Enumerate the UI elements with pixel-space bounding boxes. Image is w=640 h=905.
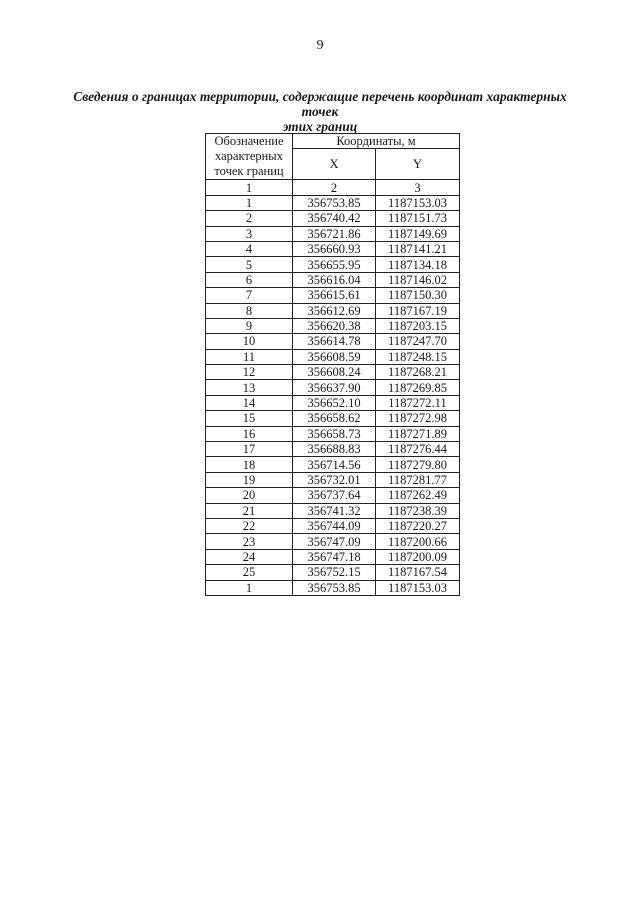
table-row bbox=[206, 580, 460, 595]
column-number-3: 3 bbox=[376, 180, 460, 195]
x-coordinate-cell: 356732.01 bbox=[293, 472, 376, 487]
y-coordinate-cell: 1187203.15 bbox=[376, 318, 460, 333]
x-coordinate-cell: 356660.93 bbox=[293, 241, 376, 256]
x-coordinate-cell: 356637.90 bbox=[293, 380, 376, 395]
header-point-line-2: характерных bbox=[215, 149, 283, 163]
table-row bbox=[206, 518, 460, 533]
table-row bbox=[206, 211, 460, 226]
y-coordinate-cell: 1187167.19 bbox=[376, 303, 460, 318]
table-row bbox=[206, 380, 460, 395]
x-coordinate-cell: 356737.64 bbox=[293, 488, 376, 503]
point-number-cell: 24 bbox=[206, 549, 293, 564]
y-coordinate-cell: 1187134.18 bbox=[376, 257, 460, 272]
y-coordinate-cell: 1187248.15 bbox=[376, 349, 460, 364]
x-coordinate-cell: 356747.09 bbox=[293, 534, 376, 549]
table-row bbox=[206, 457, 460, 472]
point-number-cell: 2 bbox=[206, 211, 293, 226]
table-row bbox=[206, 318, 460, 333]
page-title-line-1: Сведения о границах территории, содержащие перечень координат характерных точек bbox=[73, 89, 567, 119]
y-coordinate-cell: 1187150.30 bbox=[376, 288, 460, 303]
x-coordinate-cell: 356747.18 bbox=[293, 549, 376, 564]
y-coordinate-cell: 1187220.27 bbox=[376, 518, 460, 533]
table-row bbox=[206, 349, 460, 364]
page-title bbox=[60, 89, 580, 134]
column-number-2: 2 bbox=[293, 180, 376, 195]
y-coordinate-cell: 1187200.66 bbox=[376, 534, 460, 549]
point-number-cell: 6 bbox=[206, 272, 293, 287]
x-coordinate-cell: 356614.78 bbox=[293, 334, 376, 349]
y-coordinate-cell: 1187146.02 bbox=[376, 272, 460, 287]
x-coordinate-cell: 356721.86 bbox=[293, 226, 376, 241]
y-coordinate-cell: 1187238.39 bbox=[376, 503, 460, 518]
point-number-cell: 4 bbox=[206, 241, 293, 256]
page-title-line-2: этих границ bbox=[282, 119, 358, 134]
point-number-cell: 16 bbox=[206, 426, 293, 441]
table-body bbox=[206, 195, 460, 595]
point-number-cell: 1 bbox=[206, 195, 293, 210]
x-coordinate-cell: 356615.61 bbox=[293, 288, 376, 303]
table-row bbox=[206, 257, 460, 272]
point-number-cell: 17 bbox=[206, 442, 293, 457]
table-row bbox=[206, 442, 460, 457]
x-coordinate-cell: 356612.69 bbox=[293, 303, 376, 318]
point-number-cell: 18 bbox=[206, 457, 293, 472]
x-coordinate-cell: 356608.24 bbox=[293, 365, 376, 380]
y-coordinate-cell: 1187247.70 bbox=[376, 334, 460, 349]
point-number-cell: 19 bbox=[206, 472, 293, 487]
header-x: X bbox=[293, 149, 376, 180]
x-coordinate-cell: 356658.62 bbox=[293, 411, 376, 426]
point-number-cell: 10 bbox=[206, 334, 293, 349]
x-coordinate-cell: 356753.85 bbox=[293, 580, 376, 595]
y-coordinate-cell: 1187272.98 bbox=[376, 411, 460, 426]
x-coordinate-cell: 356744.09 bbox=[293, 518, 376, 533]
table-row bbox=[206, 503, 460, 518]
point-number-cell: 5 bbox=[206, 257, 293, 272]
y-coordinate-cell: 1187200.09 bbox=[376, 549, 460, 564]
x-coordinate-cell: 356741.32 bbox=[293, 503, 376, 518]
coordinates-table bbox=[205, 133, 460, 596]
y-coordinate-cell: 1187167.54 bbox=[376, 565, 460, 580]
x-coordinate-cell: 356658.73 bbox=[293, 426, 376, 441]
table-row bbox=[206, 565, 460, 580]
header-coordinates: Координаты, м bbox=[293, 134, 460, 149]
point-number-cell: 25 bbox=[206, 565, 293, 580]
table-row bbox=[206, 472, 460, 487]
point-number-cell: 22 bbox=[206, 518, 293, 533]
y-coordinate-cell: 1187272.11 bbox=[376, 395, 460, 410]
point-number-cell: 21 bbox=[206, 503, 293, 518]
point-number-cell: 15 bbox=[206, 411, 293, 426]
point-number-cell: 13 bbox=[206, 380, 293, 395]
y-coordinate-cell: 1187276.44 bbox=[376, 442, 460, 457]
x-coordinate-cell: 356714.56 bbox=[293, 457, 376, 472]
y-coordinate-cell: 1187151.73 bbox=[376, 211, 460, 226]
table-row bbox=[206, 241, 460, 256]
point-number-cell: 9 bbox=[206, 318, 293, 333]
table-row bbox=[206, 334, 460, 349]
y-coordinate-cell: 1187268.21 bbox=[376, 365, 460, 380]
y-coordinate-cell: 1187269.85 bbox=[376, 380, 460, 395]
point-number-cell: 1 bbox=[206, 580, 293, 595]
y-coordinate-cell: 1187149.69 bbox=[376, 226, 460, 241]
header-point-designation bbox=[206, 134, 293, 180]
point-number-cell: 8 bbox=[206, 303, 293, 318]
point-number-cell: 14 bbox=[206, 395, 293, 410]
x-coordinate-cell: 356608.59 bbox=[293, 349, 376, 364]
table-row bbox=[206, 534, 460, 549]
point-number-cell: 3 bbox=[206, 226, 293, 241]
y-coordinate-cell: 1187281.77 bbox=[376, 472, 460, 487]
point-number-cell: 20 bbox=[206, 488, 293, 503]
y-coordinate-cell: 1187271.89 bbox=[376, 426, 460, 441]
header-point-line-1: Обозначение bbox=[214, 134, 284, 148]
table-row bbox=[206, 272, 460, 287]
table-row bbox=[206, 303, 460, 318]
point-number-cell: 11 bbox=[206, 349, 293, 364]
y-coordinate-cell: 1187141.21 bbox=[376, 241, 460, 256]
y-coordinate-cell: 1187153.03 bbox=[376, 195, 460, 210]
header-y: Y bbox=[376, 149, 460, 180]
x-coordinate-cell: 356752.15 bbox=[293, 565, 376, 580]
table-row bbox=[206, 426, 460, 441]
x-coordinate-cell: 356616.04 bbox=[293, 272, 376, 287]
point-number-cell: 23 bbox=[206, 534, 293, 549]
header-point-line-3: точек границ bbox=[214, 164, 284, 178]
x-coordinate-cell: 356652.10 bbox=[293, 395, 376, 410]
y-coordinate-cell: 1187279.80 bbox=[376, 457, 460, 472]
table-row bbox=[206, 195, 460, 210]
column-number-1: 1 bbox=[206, 180, 293, 195]
page-number: 9 bbox=[316, 38, 324, 53]
x-coordinate-cell: 356688.83 bbox=[293, 442, 376, 457]
y-coordinate-cell: 1187153.03 bbox=[376, 580, 460, 595]
table-row bbox=[206, 365, 460, 380]
table-row bbox=[206, 488, 460, 503]
table-row bbox=[206, 288, 460, 303]
x-coordinate-cell: 356740.42 bbox=[293, 211, 376, 226]
x-coordinate-cell: 356655.95 bbox=[293, 257, 376, 272]
table-row bbox=[206, 226, 460, 241]
point-number-cell: 7 bbox=[206, 288, 293, 303]
table-row bbox=[206, 411, 460, 426]
point-number-cell: 12 bbox=[206, 365, 293, 380]
x-coordinate-cell: 356620.38 bbox=[293, 318, 376, 333]
table-row bbox=[206, 549, 460, 564]
x-coordinate-cell: 356753.85 bbox=[293, 195, 376, 210]
y-coordinate-cell: 1187262.49 bbox=[376, 488, 460, 503]
table-row bbox=[206, 395, 460, 410]
